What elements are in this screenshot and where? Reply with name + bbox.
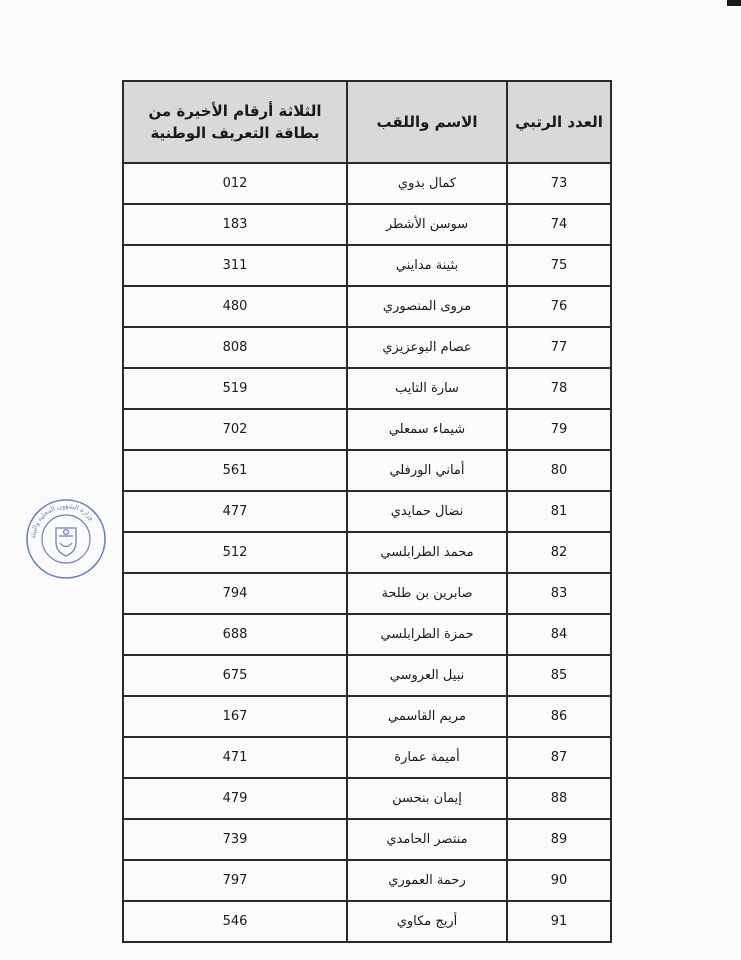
cell-rank: 79	[507, 409, 611, 450]
table-row	[123, 532, 611, 573]
cell-id-digits: 546	[123, 901, 347, 942]
header-name: الاسم واللقب	[347, 81, 507, 163]
cell-id-digits: 561	[123, 450, 347, 491]
cell-id-digits: 808	[123, 327, 347, 368]
cell-name: نضال حمايدي	[347, 491, 507, 532]
cell-id-digits: 675	[123, 655, 347, 696]
table-row	[123, 860, 611, 901]
header-id-digits: الثلاثة أرقام الأخيرة من بطاقة التعريف الوطنية	[123, 81, 347, 163]
cell-rank: 77	[507, 327, 611, 368]
cell-name: مريم القاسمي	[347, 696, 507, 737]
cell-id-digits: 477	[123, 491, 347, 532]
cell-rank: 90	[507, 860, 611, 901]
cell-name: سارة التايب	[347, 368, 507, 409]
cell-id-digits: 797	[123, 860, 347, 901]
candidates-table	[122, 80, 612, 943]
table-row	[123, 368, 611, 409]
cell-rank: 78	[507, 368, 611, 409]
cell-name: منتصر الحامدي	[347, 819, 507, 860]
cell-name: كمال بدوي	[347, 163, 507, 204]
cell-rank: 82	[507, 532, 611, 573]
table-body	[123, 163, 611, 942]
cell-rank: 73	[507, 163, 611, 204]
table-row	[123, 491, 611, 532]
table-row	[123, 204, 611, 245]
table-row	[123, 163, 611, 204]
cell-rank: 91	[507, 901, 611, 942]
cell-id-digits: 739	[123, 819, 347, 860]
cell-name: أميمة عمارة	[347, 737, 507, 778]
cell-id-digits: 479	[123, 778, 347, 819]
cell-id-digits: 012	[123, 163, 347, 204]
cell-name: سوسن الأشطر	[347, 204, 507, 245]
official-seal-icon	[25, 498, 107, 580]
table-row	[123, 737, 611, 778]
stamp-text: وزارة الشؤون المحلية والبيئة	[28, 501, 96, 540]
cell-id-digits: 183	[123, 204, 347, 245]
cell-rank: 85	[507, 655, 611, 696]
cell-name: أماني الورفلي	[347, 450, 507, 491]
cell-id-digits: 167	[123, 696, 347, 737]
cell-name: رحمة العموري	[347, 860, 507, 901]
cell-id-digits: 512	[123, 532, 347, 573]
cell-name: نبيل العروسي	[347, 655, 507, 696]
table-header-row	[123, 81, 611, 163]
cell-name: شيماء سمعلي	[347, 409, 507, 450]
cell-name: بثينة مدايني	[347, 245, 507, 286]
cell-name: مروى المنصوري	[347, 286, 507, 327]
table-row	[123, 696, 611, 737]
table-row	[123, 327, 611, 368]
table-row	[123, 901, 611, 942]
cell-name: حمزة الطرابلسي	[347, 614, 507, 655]
table-row	[123, 655, 611, 696]
cell-rank: 75	[507, 245, 611, 286]
header-rank: العدد الرتبي	[507, 81, 611, 163]
table-row	[123, 409, 611, 450]
cell-id-digits: 702	[123, 409, 347, 450]
cell-name: أريج مكاوي	[347, 901, 507, 942]
cell-name: إيمان بنحسن	[347, 778, 507, 819]
cell-rank: 89	[507, 819, 611, 860]
cell-rank: 84	[507, 614, 611, 655]
cell-name: صابرين بن طلحة	[347, 573, 507, 614]
table-row	[123, 286, 611, 327]
cell-id-digits: 688	[123, 614, 347, 655]
emblem-icon	[56, 528, 76, 556]
cell-id-digits: 311	[123, 245, 347, 286]
table-row	[123, 245, 611, 286]
cell-rank: 76	[507, 286, 611, 327]
cell-id-digits: 480	[123, 286, 347, 327]
cell-id-digits: 794	[123, 573, 347, 614]
cell-rank: 81	[507, 491, 611, 532]
table-row	[123, 573, 611, 614]
cell-rank: 74	[507, 204, 611, 245]
table-row	[123, 614, 611, 655]
cell-rank: 87	[507, 737, 611, 778]
cell-rank: 80	[507, 450, 611, 491]
cell-name: محمد الطرابلسي	[347, 532, 507, 573]
cell-id-digits: 519	[123, 368, 347, 409]
table-row	[123, 450, 611, 491]
table-row	[123, 819, 611, 860]
cell-id-digits: 471	[123, 737, 347, 778]
table-row	[123, 778, 611, 819]
cell-name: عصام البوعزيزي	[347, 327, 507, 368]
cell-rank: 88	[507, 778, 611, 819]
cell-rank: 86	[507, 696, 611, 737]
cell-rank: 83	[507, 573, 611, 614]
scan-edge-mark	[727, 0, 741, 6]
